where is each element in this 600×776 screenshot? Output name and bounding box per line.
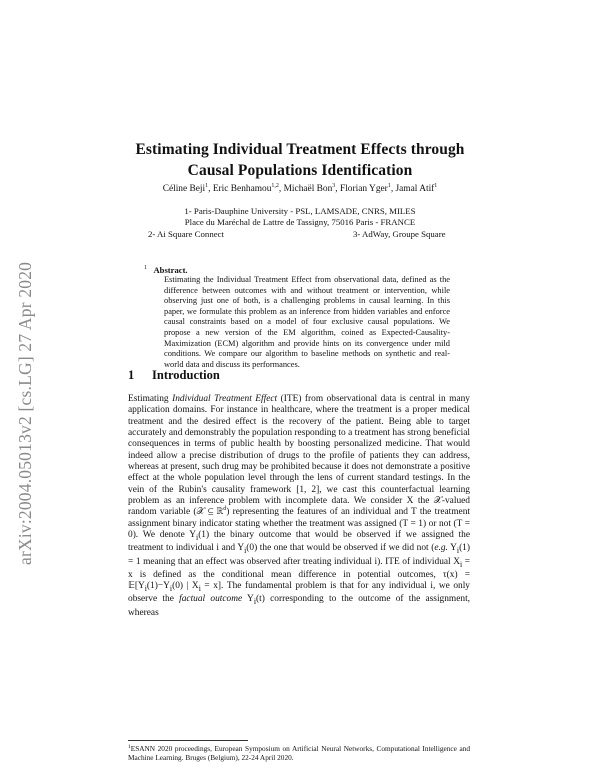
ite-term: Individual Treatment Effect bbox=[172, 394, 278, 404]
author-name: Céline Beji bbox=[162, 184, 206, 194]
author-affiliation-mark: 1 bbox=[434, 183, 438, 189]
abstract-text: Estimating the Individual Treatment Effect from observational data, defined as the difference between outcomes with and without treatment or intervention, while observing just one of both, is a challenging problems in causal learning. In this paper, we formulate this problem as an inference from hidden variables and enforce causal constraints based on a model of four exclusive causal populations. We propose a new version of the EM algorithm, coined as Expected-Causality-Maximization (ECM) algorithm and provide hints on its convergence under mild conditions. We compare our algorithm to baseline methods on synthetic and real-world data and discuss its performances. bbox=[164, 275, 450, 369]
abstract-label: Abstract. bbox=[153, 265, 188, 275]
affiliation-2: 2- Ai Square Connect bbox=[148, 229, 224, 239]
section-heading bbox=[128, 368, 220, 383]
section-title: Introduction bbox=[152, 368, 220, 382]
title-line-1: Estimating Individual Treatment Effects through bbox=[135, 141, 465, 158]
author-affiliation-mark: 1,2 bbox=[271, 183, 279, 189]
affiliation-1-line-2: Place du Maréchal de Lattre de Tassigny, 75016 Paris - FRANCE bbox=[184, 217, 416, 227]
author-name: Florian Yger bbox=[339, 184, 388, 194]
abstract-heading bbox=[144, 265, 188, 275]
footnote-mark: 1 bbox=[128, 744, 131, 750]
affiliation-1-line-1: 1- Paris-Dauphine University - PSL, LAMSADE, CNRS, MILES bbox=[184, 206, 416, 216]
footnote-text: ESANN 2020 proceedings, European Symposium on Artificial Neural Networks, Computational Intelligence and Machine Learning. Bruges (Belgium), 22-24 April 2020. bbox=[128, 744, 470, 762]
affiliation-3: 3- AdWay, Groupe Square bbox=[353, 229, 446, 239]
section-number: 1 bbox=[128, 368, 135, 382]
footnote-divider bbox=[128, 740, 248, 741]
author-list: Céline Beji$^1$, Eric Benhamou$^{1,2}$, Michaël Bon$^3$, Florian Yger$^1$, Jamal Atif$^1$ bbox=[162, 183, 438, 194]
introduction-paragraph: Estimating Individual Treatment Effect (ITE) from observational data is central in many application domains. For instance in healthcare, where the treatment is a proper medical treatment and the desired effect is the recovery of the patient. Being able to target accurately and demonstrably the population responding to a treatment has strong beneficial consequences in terms of public health by boosting personalized medicine. That would indeed allow a precise distribution of drugs to the profile of patients they can address, whereas at present, such drug may be prohibited because it does not demonstrate a positive effect at the whole population level through the lens of current standard testings. In the vein of the Rubin's causality framework [1, 2], we cast this counterfactual learning problem as an inference problem with incomplete data. We consider X the 𝒳-valued random variable (𝒳 ⊆ ℝ$^d$) representing the features of an individual and T the treatment assignment binary indicator stating whether the treatment was assigned (T = 1) or not (T = 0). We denote $Y_i(1)$ the binary outcome that would be observed if we assigned the treatment to individual i and $Y_i(0)$ the one that would be observed if we did not (e.g. $Y_i(1) = 1$ meaning that an effect was observed after treating individual i). ITE of individual $X_i = x$ is defined as the conditional mean difference in potential outcomes, $\tau(x) = 𝔼[Y_i(1)-Y_i(0)$ | $X_i = x$]. The fundamental problem is that for any individual i, we only observe the factual outcome $Y_i(t)$ corresponding to the outcome of the assignment, whereas bbox=[128, 394, 471, 618]
paper-title bbox=[100, 139, 500, 181]
abstract-footnote-marker: 1 bbox=[144, 265, 147, 271]
footnote bbox=[128, 744, 470, 762]
arxiv-identifier: arXiv:2004.05013v2 [cs.LG] 27 Apr 2020 bbox=[15, 261, 35, 565]
factual-outcome-term: factual outcome bbox=[179, 594, 243, 605]
author-affiliation-mark: 3 bbox=[332, 183, 336, 189]
affiliation-1 bbox=[150, 206, 450, 228]
author-name: Michaël Bon bbox=[283, 184, 333, 194]
author-affiliation-mark: 1 bbox=[387, 183, 391, 189]
title-line-2: Causal Populations Identification bbox=[187, 162, 413, 179]
author-name: Jamal Atif bbox=[395, 184, 435, 194]
author-name: Eric Benhamou bbox=[212, 184, 272, 194]
author-affiliation-mark: 1 bbox=[205, 183, 209, 189]
